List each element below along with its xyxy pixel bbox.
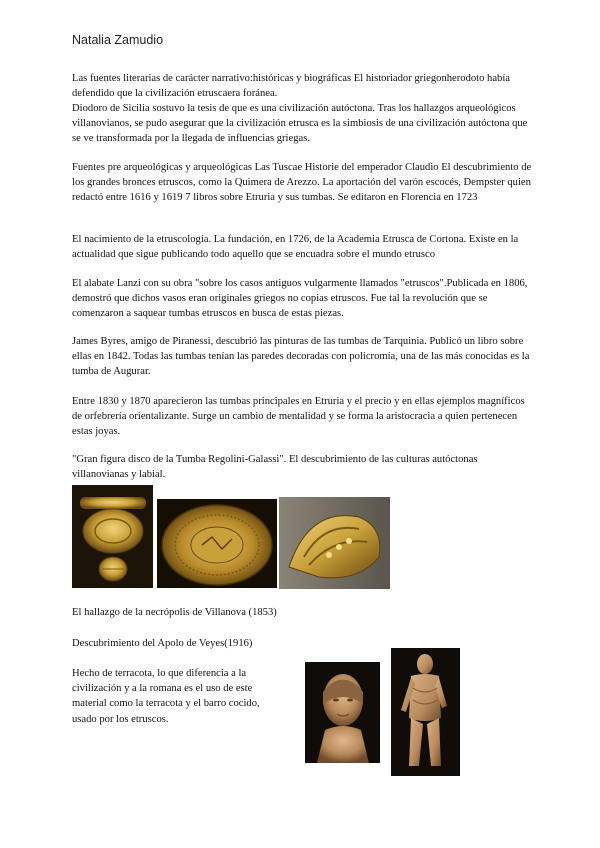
gold-granulated-jewel-photo <box>279 497 390 589</box>
paragraph-james-byres: James Byres, amigo de Piranessi, descubrió las pinturas de las tumbas de Tarquinia. Publicó un libro sobre ellas en 1842. Todas las tumbas tenían las paredes decoradas con policromía, una de las más conocidas es la tumba de Augurar. <box>72 336 530 378</box>
paragraph-diodoro: Diodoro de Sicilia sostuvo la tesis de que es una civilización autóctona. Tras los hallazgos arqueológicos villanovianos, se pudo asegurar que la civilización etrusca es la simbiosis de una civilización autóctona que se ve transformada por la llegada de influencias griegas. <box>72 103 528 145</box>
gold-fibula-photo <box>72 485 153 588</box>
paragraph-literary-sources: Las fuentes literarias de carácter narrativo:históricas y biográficas El historiador griegonherodoto había defendido que la civilización etruscaera foránea. <box>72 73 510 100</box>
paragraph-tombs-1830-1870: Entre 1830 y 1870 aparecieron las tumbas principales en Etruria y el precio y en ellas ejemplos magníficos de orfebrería orientalizante. Surge un cambio de mentalidad y se forma la aristocracia a quien pertenecen estas joyas. <box>72 396 525 438</box>
gold-disc-photo <box>157 499 277 588</box>
paragraph-terracotta: Hecho de terracota, lo que diferencia a la civilización y a la romana es el uso de este material como la terracota y el barro cocido, usado por los etruscos. <box>72 668 260 725</box>
paragraph-villanova: El hallazgo de la necrópolis de Villanova (1853) <box>72 607 277 618</box>
paragraph-regolini-galassi: "Gran figura disco de la Tumba Regolini-Galassi". El descubrimiento de las culturas autóctonas villanovianas y labial. <box>72 454 478 481</box>
apollo-head-photo <box>305 662 380 763</box>
author-name: Natalia Zamudio <box>72 33 164 47</box>
apollo-statue-photo <box>391 648 460 776</box>
paragraph-etruscology-birth: El nacimiento de la etruscología. La fundación, en 1726, de la Academia Etrusca de Cortona. Existe en la actualidad que sigue publicando todo aquello que se encuadra sobre el mundo etrusco <box>72 234 519 261</box>
paragraph-apolo-veyes: Descubrimiento del Apolo de Veyes(1916) <box>72 638 253 649</box>
paragraph-lanzi: El alabate Lanzi con su obra "sobre los casos antiguos vulgarmente llamados "etruscos".Publicada en 1806, demostró que dichos vasos eran originales griegos no copias etruscos. Fue tal la revolución que se comenzaron a saquear tumbas etruscos en busca de estas piezas. <box>72 278 528 320</box>
paragraph-archaeological-sources: Fuentes pre arqueológicas y arqueológicas Las Tuscae Historie del emperador Claudio El descubrimiento de los grandes bronces etruscos, como la Quimera de Arezzo. La aportación del varón escocés, Dempster quien redactó entre 1616 y 1619 7 libros sobre Etruria y sus tumbas. Se editaron en Florencia en 1723 <box>72 162 532 204</box>
